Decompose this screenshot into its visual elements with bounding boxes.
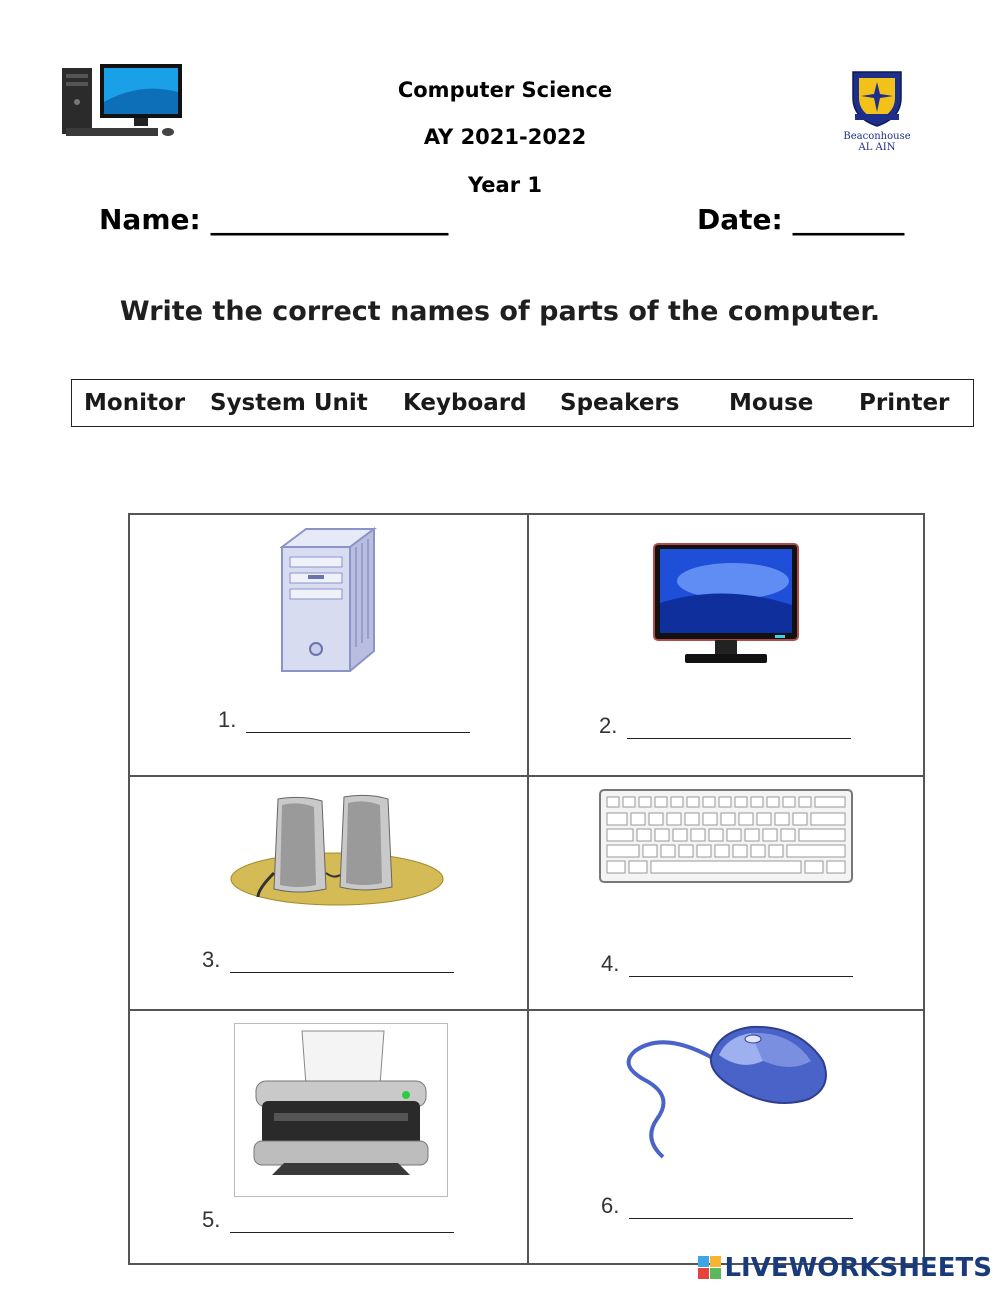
answer-blank[interactable] <box>629 1198 853 1219</box>
answer-line-5[interactable] <box>202 1207 454 1233</box>
answer-blank[interactable] <box>230 1212 454 1233</box>
school-logo-name: Beaconhouse AL AIN <box>843 131 911 153</box>
item-number: 6. <box>601 1193 620 1218</box>
name-field[interactable]: Name: _________________ <box>99 203 449 236</box>
liveworksheets-text: LIVEWORKSHEETS <box>724 1253 992 1283</box>
answer-line-2[interactable] <box>599 713 851 739</box>
speakers-icon <box>228 793 446 907</box>
picture-grid <box>128 513 925 1265</box>
item-number: 4. <box>601 951 620 976</box>
answer-blank[interactable] <box>627 718 851 739</box>
grid-cell-5 <box>130 1011 527 1265</box>
grid-cell-4 <box>529 777 925 1009</box>
monitor-icon <box>653 543 799 665</box>
keyboard-icon <box>599 789 853 883</box>
word-bank-item: Speakers <box>560 390 680 416</box>
item-number: 1. <box>218 707 237 732</box>
item-number: 5. <box>202 1207 221 1232</box>
item-number: 3. <box>202 947 221 972</box>
grade-level: Year 1 <box>468 173 542 197</box>
answer-line-6[interactable] <box>601 1193 853 1219</box>
subject-title: Computer Science <box>397 78 613 102</box>
liveworksheets-blocks-icon <box>698 1256 722 1280</box>
printer-icon <box>234 1023 448 1197</box>
mouse-icon <box>623 1021 829 1161</box>
grid-cell-3 <box>130 777 527 1009</box>
liveworksheets-logo[interactable] <box>698 1253 992 1283</box>
word-bank <box>71 379 974 427</box>
instruction-text: Write the correct names of parts of the computer. <box>119 296 881 327</box>
word-bank-item: Mouse <box>729 390 814 416</box>
grid-cell-1 <box>130 515 527 775</box>
word-bank-item: Printer <box>859 390 950 416</box>
date-field[interactable]: Date: ________ <box>697 203 905 236</box>
answer-line-1[interactable] <box>218 707 470 733</box>
system-unit-icon <box>280 527 378 672</box>
answer-blank[interactable] <box>629 956 853 977</box>
answer-line-4[interactable] <box>601 951 853 977</box>
answer-line-3[interactable] <box>202 947 454 973</box>
grid-cell-6 <box>529 1011 925 1265</box>
word-bank-item: Monitor <box>84 390 186 416</box>
school-logo <box>836 68 918 164</box>
school-crest-icon <box>849 68 905 128</box>
grid-cell-2 <box>529 515 925 775</box>
answer-blank[interactable] <box>230 952 454 973</box>
item-number: 2. <box>599 713 618 738</box>
word-bank-item: System Unit <box>210 390 368 416</box>
word-bank-item: Keyboard <box>403 390 527 416</box>
academic-year: AY 2021-2022 <box>423 125 587 149</box>
desktop-computer-icon <box>60 62 186 142</box>
answer-blank[interactable] <box>246 712 470 733</box>
